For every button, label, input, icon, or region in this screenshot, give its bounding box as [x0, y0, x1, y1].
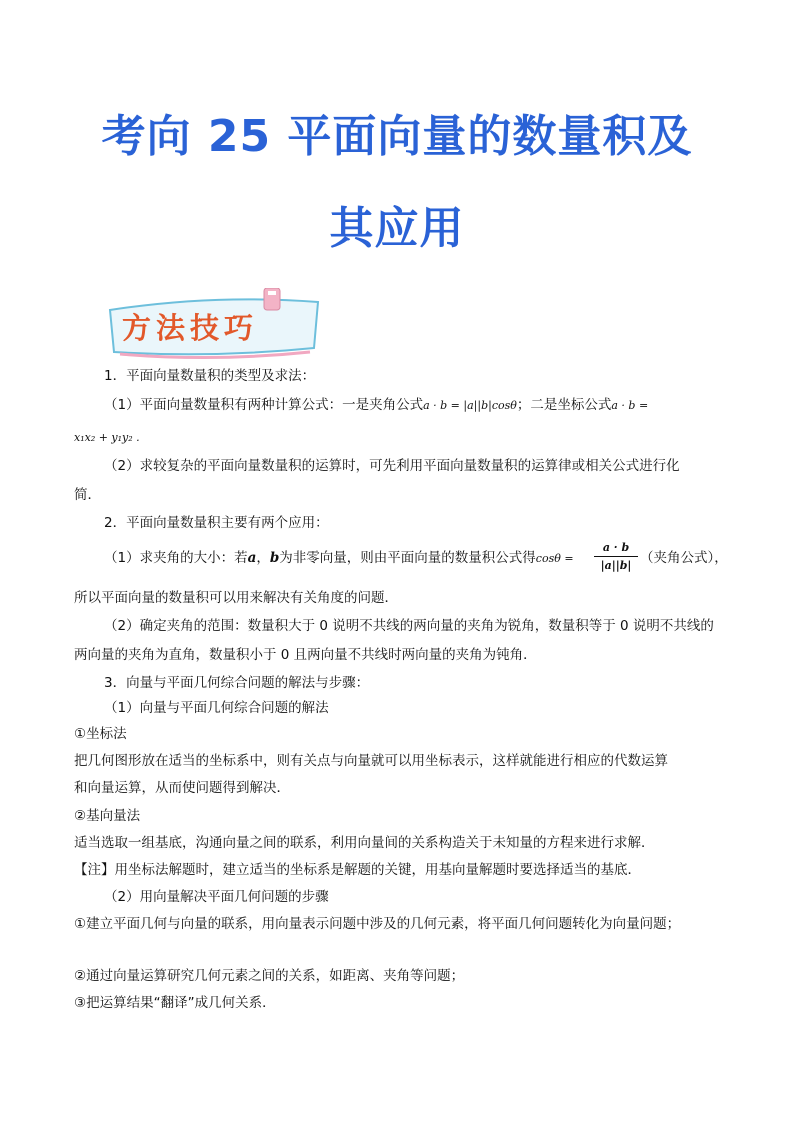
fraction-formula: [594, 541, 638, 572]
text-line: [104, 395, 648, 416]
text-line: ②通过向量运算研究几何元素之间的关系，如距离、夹角等问题；: [74, 968, 465, 984]
text-line: ①坐标法: [74, 726, 127, 742]
text-line: （2）用向量解决平面几何问题的步骤: [104, 889, 329, 905]
text-span: 为非零向量，则由平面向量的数量积公式得: [279, 550, 536, 566]
text-line: 所以平面向量的数量积可以用来解决有关角度的问题．: [74, 590, 398, 606]
text-line: 2．平面向量数量积主要有两个应用：: [104, 515, 329, 531]
text-line: ①建立平面几何与向量的联系，用向量表示问题中涉及的几何元素，将平面几何问题转化为向量问题；: [74, 916, 681, 932]
vector-a: a: [247, 550, 257, 566]
text-line: [104, 548, 574, 569]
text-line: 和向量运算，从而使问题得到解决．: [74, 780, 290, 796]
text-span: （1）求夹角的大小：若: [104, 550, 248, 566]
text-line: （夹角公式），: [640, 550, 728, 566]
text-line: 两向量的夹角为直角，数量积小于 0 且两向量不共线时两向量的夹角为钝角．: [74, 647, 537, 663]
vector-b: b: [269, 550, 280, 566]
text-line: （2）确定夹角的范围：数量积大于 0 说明不共线的两向量的夹角为锐角，数量积等于 0 说明不共线的: [104, 618, 714, 634]
text-line: ②基向量法: [74, 808, 141, 824]
fraction-numerator: a · b: [602, 541, 630, 554]
inline-formula: a · b =: [611, 399, 649, 412]
page-title-line-1: 考向 25 平面向量的数量积及: [101, 111, 693, 162]
fraction-bar: [594, 556, 638, 557]
text-line: 把几何图形放在适当的坐标系中，则有关点与向量就可以用坐标表示，这样就能进行相应的代数运算: [74, 753, 668, 769]
text-line: ③把运算结果“翻译”成几何关系．: [74, 995, 276, 1011]
page-title-line-2: 其应用: [329, 203, 465, 254]
fraction-denominator: |a||b|: [600, 559, 632, 572]
inline-formula: cosθ =: [535, 552, 574, 565]
text-line: 【注】用坐标法解题时，建立适当的坐标系是解题的关键，用基向量解题时要选择适当的基底．: [74, 862, 641, 878]
text-line: （1）向量与平面几何综合问题的解法: [104, 700, 329, 716]
text-line: 简．: [74, 487, 101, 503]
text-span: ，: [256, 550, 270, 566]
inline-formula: a · b = |a||b|cosθ: [423, 399, 517, 412]
text-span: （1）平面向量数量积有两种计算公式：一是夹角公式: [104, 397, 424, 413]
text-span: ；二是坐标公式: [516, 397, 612, 413]
text-line: 3．向量与平面几何综合问题的解法与步骤：: [104, 675, 370, 691]
text-line: 适当选取一组基底，沟通向量之间的联系，利用向量间的关系构造关于未知量的方程来进行求解．: [74, 835, 655, 851]
text-line: （2）求较复杂的平面向量数量积的运算时，可先利用平面向量数量积的运算律或相关公式进行化: [104, 458, 680, 474]
section-banner-label: 方法技巧: [122, 311, 259, 345]
text-line: 1．平面向量数量积的类型及求法：: [104, 368, 316, 384]
inline-formula: x₁x₂ + y₁y₂ .: [74, 431, 140, 444]
